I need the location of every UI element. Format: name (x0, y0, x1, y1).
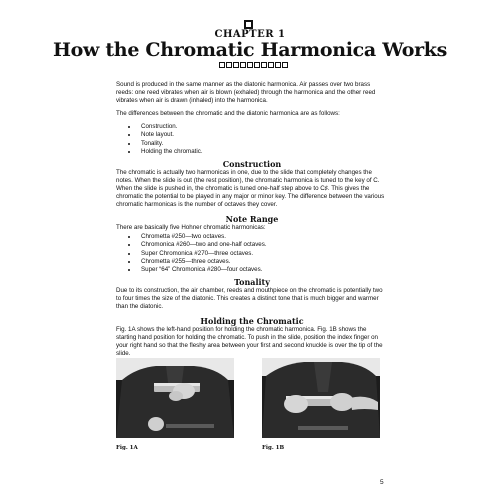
list-item: • Super “64” Chromonica #280—four octaves. (138, 266, 388, 274)
list-item: • Holding the chromatic. (138, 148, 388, 156)
list-item: • Chromonica #260—two and one-half octaves. (138, 241, 388, 249)
section-heading-tonality: Tonality (234, 276, 270, 287)
figure-1b-photo (262, 358, 380, 438)
figure-1b-caption: Fig. 1B (262, 445, 285, 451)
figure-1a-caption: Fig. 1A (116, 445, 138, 451)
harmonica-holes-ornament (219, 62, 288, 68)
construction-paragraph: The chromatic is actually two harmonicas in one, due to the slide that completely changes the notes. When the slide is out (the rest position), the chromatic harmonica is tuned to the key of C. When the slide is pushed in, the chromatic is tuned one-half step above to C♯. This gives the chromatic the potential to be played in any major or minor key. The difference between the various chromatic harmonicas is the number of octaves they cover. (116, 168, 385, 209)
chapter-label: CHAPTER 1 (214, 29, 286, 40)
intro-paragraph: Sound is produced in the same manner as the diatonic harmonica. Air passes over two brass reeds: one reed vibrates when air is blown (exhaled) through the harmonica and the other reed vibrates when air is drawn (inhaled) into the harmonica. (116, 81, 376, 105)
note-range-paragraph: There are basically five Hohner chromatic harmonicas: (116, 224, 266, 232)
body-text (116, 81, 388, 363)
differences-intro: The differences between the chromatic and the diatonic harmonica are as follows: (116, 110, 340, 118)
harmonica-models-list (116, 233, 388, 273)
page-title: How the Chromatic Harmonica Works (52, 39, 448, 61)
figure-1a-photo (116, 358, 234, 438)
list-item: • Note layout. (138, 131, 388, 139)
page-number: 5 (380, 479, 384, 486)
section-heading-holding: Holding the Chromatic (200, 316, 304, 327)
differences-list (116, 123, 388, 155)
holding-paragraph: Fig. 1A shows the left-hand position for holding the chromatic harmonica. Fig. 1B shows the starting hand position for holding the chromatic. To push in the slide, position the index finger on your right hand so that the fleshy area between your first and second knuckle is over the tip of the slide. (116, 326, 383, 358)
list-item: • Chrometta #250—two octaves. (138, 233, 388, 241)
tonality-paragraph: Due to its construction, the air chamber, reeds and mouthpiece on the chromatic is potentially two to four times the size of the diatonic. This creates a distinct tone that is much bigger and warmer than the diatonic. (116, 286, 383, 310)
chapter-ornament (244, 20, 253, 29)
list-item: • Construction. (138, 123, 388, 131)
section-heading-note-range: Note Range (225, 214, 279, 225)
list-item: • Chrometta #255—three octaves. (138, 258, 388, 266)
list-item: • Super Chromonica #270—three octaves. (138, 250, 388, 258)
section-heading-construction: Construction (222, 158, 282, 169)
list-item: • Tonality. (138, 140, 388, 148)
